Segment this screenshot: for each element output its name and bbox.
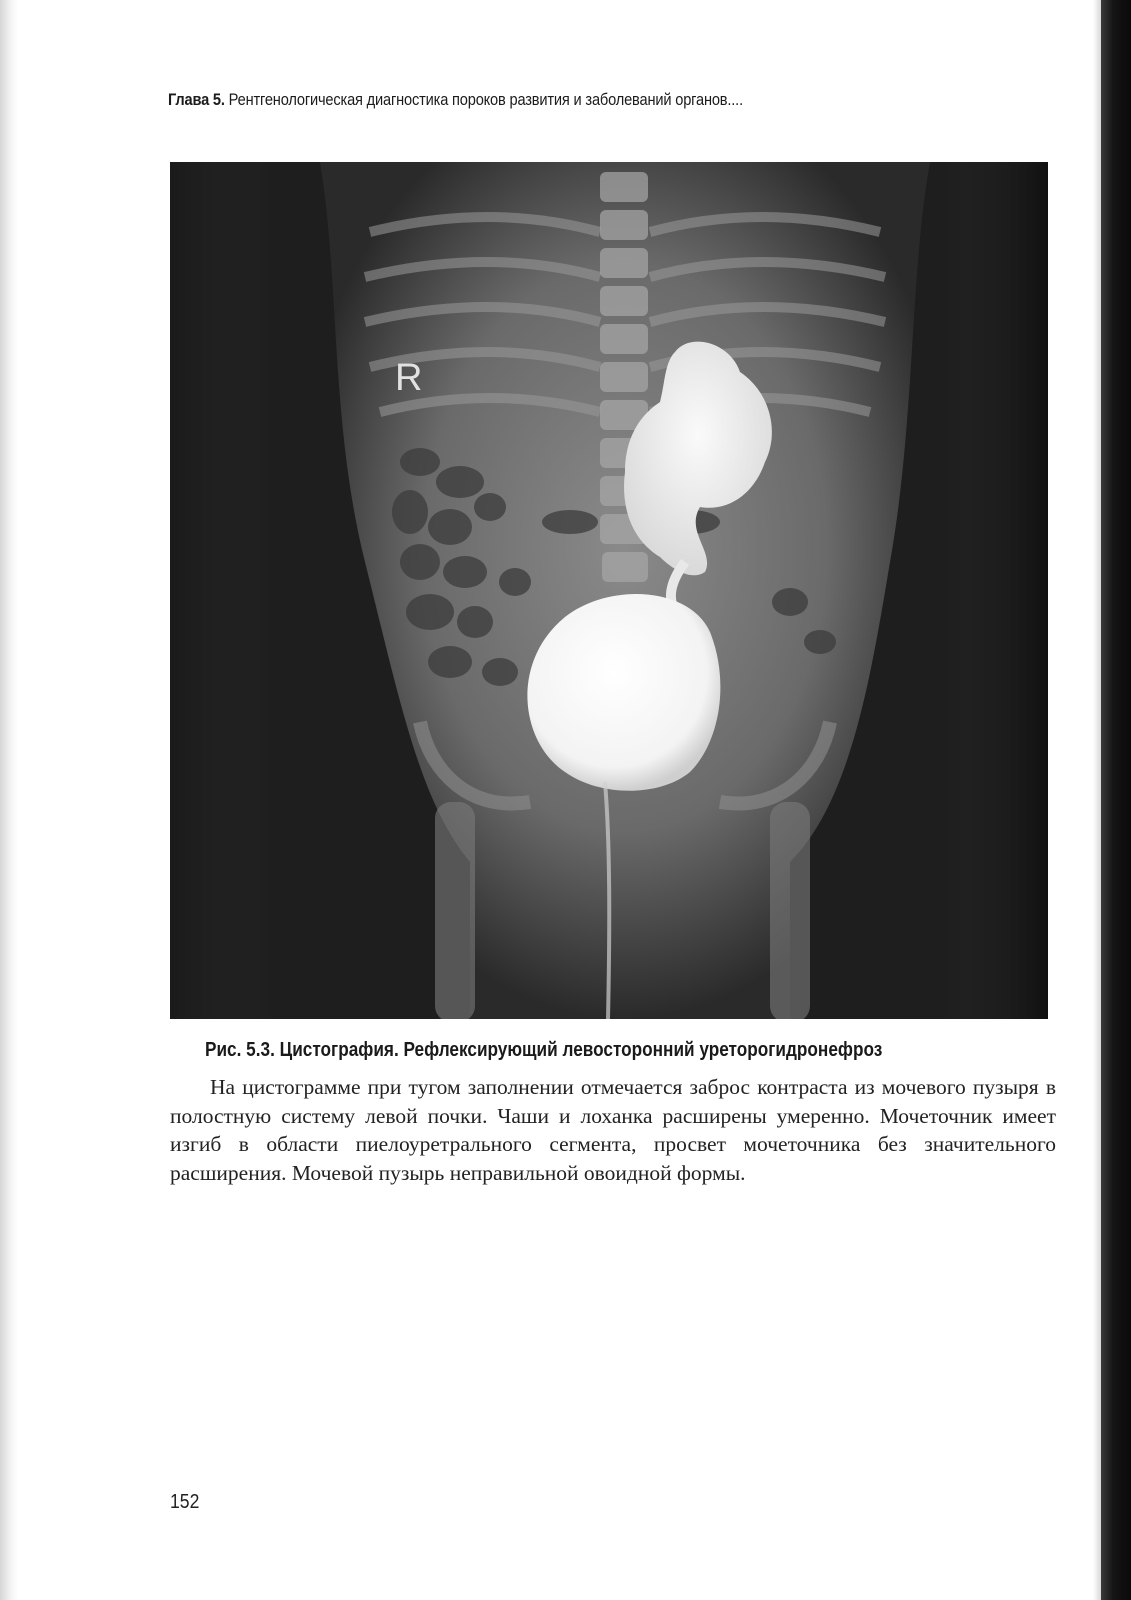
scan-edge-right [1101,0,1131,1600]
xray-figure [170,162,1048,1019]
scan-edge-gutter [1093,0,1101,1600]
side-marker-r: R [395,357,423,399]
page-number: 152 [170,1491,200,1513]
running-head [168,90,743,110]
xray-image [170,162,1048,1019]
figure-caption: Рис. 5.3. Цистография. Рефлексирующий левосторонний уреторогидронефроз [205,1039,883,1061]
scan-edge-left [0,0,18,1600]
running-head-chapter: Глава 5. [168,90,225,109]
film-vignette [170,162,1048,1019]
body-paragraph: На цистограмме при тугом заполнении отмечается заброс контраста из мочевого пузыря в полостную систему левой почки. Чаши и лоханка расширены умеренно. Мочеточник имеет изгиб в области пиелоуретрального сегмента, просвет мочеточника без значительного расширения. Мочевой пузырь неправильной овоидной формы. [170,1075,1056,1185]
running-head-title: Рентгенологическая диагностика пороков развития и заболеваний органов.... [228,90,743,109]
